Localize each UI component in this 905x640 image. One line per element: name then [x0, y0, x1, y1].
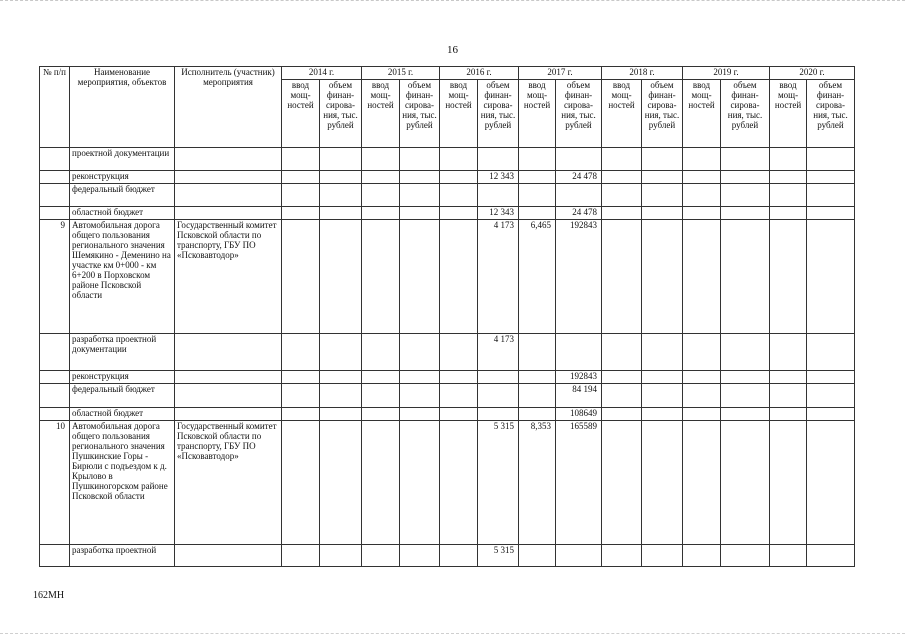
row-number: 9 [40, 220, 70, 334]
table-row [40, 334, 855, 371]
row-name: реконструкция [70, 371, 175, 384]
row-name: реконструкция [70, 171, 175, 184]
header-year-2016: 2016 г. [440, 67, 519, 80]
header-year-2014: 2014 г. [282, 67, 362, 80]
table-row [40, 220, 855, 334]
header-finance: объем финан- сирова- ния, тыс. рублей [807, 80, 855, 148]
value-cell: 108649 [556, 408, 602, 421]
row-executor: Государственный комитет Псковской области по транспорту, ГБУ ПО «Псковавтодор» [175, 421, 282, 545]
row-name: областной бюджет [70, 408, 175, 421]
header-capacity: ввод мощ- ностей [282, 80, 320, 148]
header-finance: объем финан- сирова- ния, тыс. рублей [400, 80, 440, 148]
scan-top-edge [0, 0, 905, 2]
row-name: проектной документации [70, 148, 175, 171]
header-year-2020: 2020 г. [770, 67, 855, 80]
value-cell: 12 343 [478, 207, 519, 220]
header-capacity: ввод мощ- ностей [683, 80, 721, 148]
value-cell: 8,353 [519, 421, 556, 545]
row-name: областной бюджет [70, 207, 175, 220]
header-capacity: ввод мощ- ностей [602, 80, 642, 148]
row-name: федеральный бюджет [70, 384, 175, 408]
value-cell: 5 315 [478, 545, 519, 567]
scan-bottom-edge [0, 633, 905, 635]
header-finance: объем финан- сирова- ния, тыс. рублей [556, 80, 602, 148]
table-row [40, 545, 855, 567]
value-cell: 165589 [556, 421, 602, 545]
row-executor: Государственный комитет Псковской области по транспорту, ГБУ ПО «Псковавтодор» [175, 220, 282, 334]
table-row [40, 207, 855, 220]
row-name: Автомобильная дорога общего пользования регионального значения Шемякино - Деменино на участке км 0+000 - км 6+200 в Порховском районе Псковской области [70, 220, 175, 334]
table-row [40, 421, 855, 545]
row-name: разработка проектной документации [70, 334, 175, 371]
value-cell: 84 194 [556, 384, 602, 408]
header-year-2015: 2015 г. [362, 67, 440, 80]
header-name: Наименование мероприятия, объектов [70, 67, 175, 148]
header-capacity: ввод мощ- ностей [770, 80, 807, 148]
header-finance: объем финан- сирова- ния, тыс. рублей [642, 80, 683, 148]
table-row [40, 184, 855, 207]
header-no: № п/п [40, 67, 70, 148]
table-row [40, 171, 855, 184]
row-name: разработка проектной [70, 545, 175, 567]
value-cell: 4 173 [478, 334, 519, 371]
table-row [40, 408, 855, 421]
page-number: 16 [447, 44, 458, 56]
header-finance: объем финан- сирова- ния, тыс. рублей [721, 80, 770, 148]
value-cell: 6,465 [519, 220, 556, 334]
header-capacity: ввод мощ- ностей [519, 80, 556, 148]
value-cell: 12 343 [478, 171, 519, 184]
value-cell: 24 478 [556, 207, 602, 220]
header-year-2019: 2019 г. [683, 67, 770, 80]
value-cell: 4 173 [478, 220, 519, 334]
header-year-2018: 2018 г. [602, 67, 683, 80]
row-name: федеральный бюджет [70, 184, 175, 207]
header-finance: объем финан- сирова- ния, тыс. рублей [320, 80, 362, 148]
row-name: Автомобильная дорога общего пользования регионального значения Пушкинские Горы - Бирюли с подъездом к д. Крылово в Пушкиногорском районе Псковской области [70, 421, 175, 545]
value-cell: 192843 [556, 371, 602, 384]
table-row [40, 148, 855, 171]
header-capacity: ввод мощ- ностей [362, 80, 400, 148]
value-cell: 192843 [556, 220, 602, 334]
header-executor: Исполнитель (участник) мероприятия [175, 67, 282, 148]
table-row [40, 371, 855, 384]
value-cell: 5 315 [478, 421, 519, 545]
row-number: 10 [40, 421, 70, 545]
header-finance: объем финан- сирова- ния, тыс. рублей [478, 80, 519, 148]
financing-table [39, 66, 855, 567]
table-row [40, 384, 855, 408]
value-cell: 24 478 [556, 171, 602, 184]
document-code: 162МН [33, 590, 65, 601]
header-capacity: ввод мощ- ностей [440, 80, 478, 148]
header-year-2017: 2017 г. [519, 67, 602, 80]
